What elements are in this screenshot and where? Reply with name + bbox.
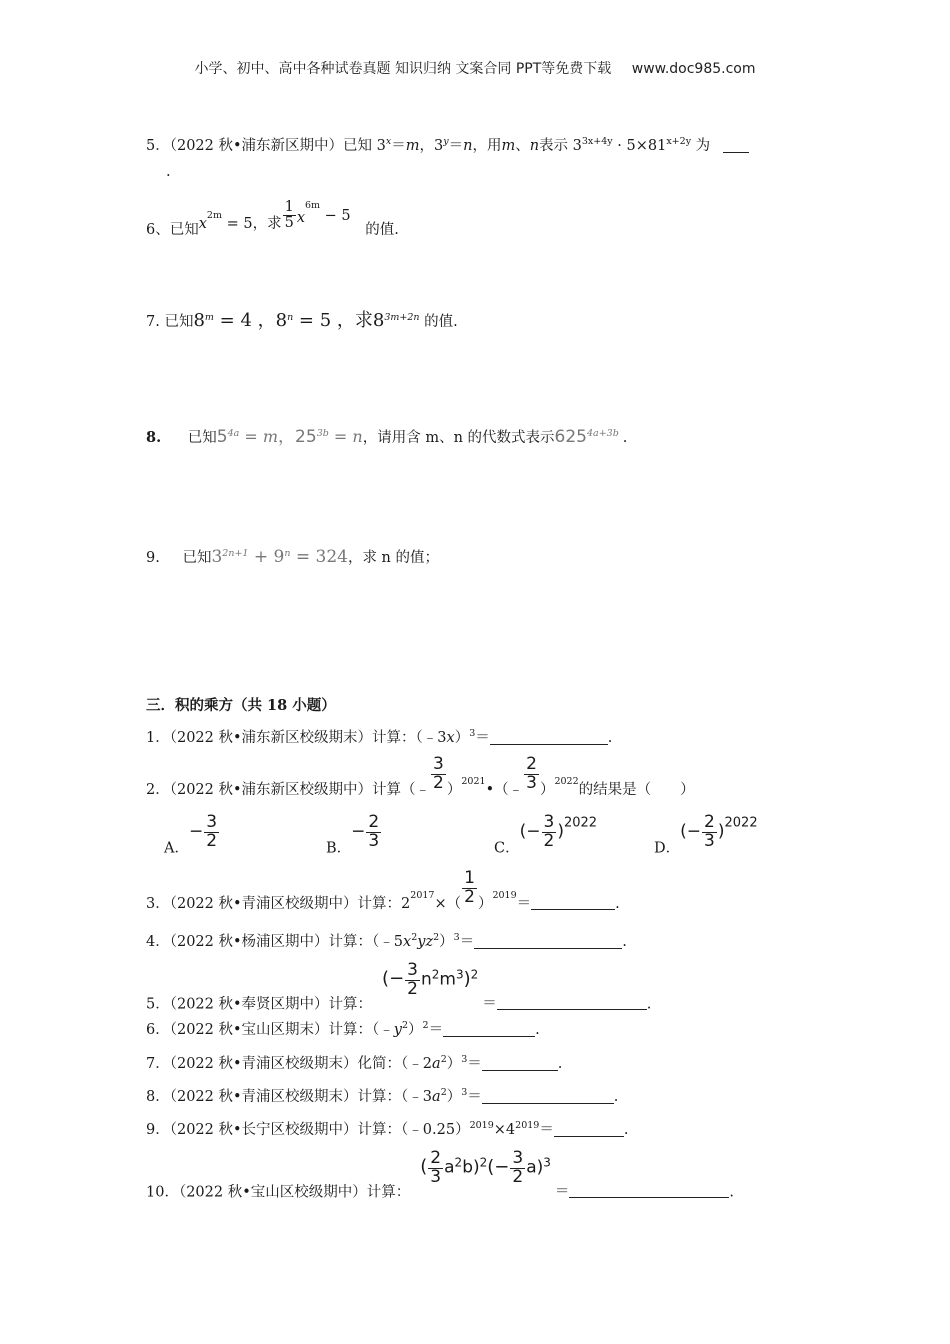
exponent: 2 [411, 932, 418, 943]
equals: ＝ [475, 730, 490, 746]
base: 8 [275, 310, 288, 331]
text: ） [408, 1022, 423, 1038]
period: . [729, 1184, 735, 1201]
var-a: a [432, 1056, 441, 1072]
problem-5 [146, 962, 651, 1013]
exponent: y [443, 136, 449, 147]
fraction [524, 756, 539, 793]
answer-blank[interactable] [497, 995, 647, 1010]
question-number: 6． [146, 1022, 170, 1038]
denominator: 2 [206, 830, 218, 851]
header-url[interactable]: www.doc985.com [631, 61, 756, 77]
base: 625 [554, 427, 587, 447]
var-x: x [198, 216, 207, 232]
exponent: 2 [433, 932, 440, 943]
answer-blank[interactable] [482, 1056, 558, 1071]
fraction [204, 814, 219, 851]
question-text: （2022 秋•长宁区校级期中）计算：（﹣0.25） [169, 1122, 470, 1138]
text: = 324 [290, 547, 348, 567]
question-text: （2022 秋•浦东新区期中）已知 3 [169, 138, 386, 154]
text: ） [446, 1089, 462, 1105]
fraction [283, 200, 296, 231]
var-m: m [439, 969, 456, 990]
equals: ＝ [554, 1184, 570, 1201]
problem-8 [146, 1085, 618, 1106]
numerator: 3 [512, 1148, 524, 1168]
exponent: 3 [469, 728, 476, 739]
period: . [557, 1056, 563, 1072]
var-y: y [393, 1022, 402, 1038]
exponent: 2019 [515, 1120, 540, 1131]
sign: − [188, 821, 204, 842]
text: = m [239, 427, 279, 446]
paren: ( [420, 1156, 428, 1178]
exponent: 2n+1 [222, 548, 249, 559]
question-number: 9． [146, 1122, 170, 1138]
exponent: 2022 [563, 815, 598, 831]
fraction [431, 756, 446, 793]
problem-10 [146, 1150, 734, 1201]
equals: ＝ [448, 138, 464, 154]
answer-blank[interactable] [474, 934, 622, 949]
option-label: B． [326, 840, 352, 857]
exponent: 2 [440, 1054, 447, 1065]
question-text: （2022 秋•浦东新区校级期末）计算：（﹣3 [169, 730, 447, 746]
question-number: 7． [146, 1056, 170, 1072]
exponent: 2 [422, 1020, 429, 1031]
base: 3 [211, 547, 223, 567]
text: ，请用含 m、n 的代数式表示 [362, 430, 555, 446]
numerator: 2 [526, 754, 537, 774]
problem-6 [146, 1018, 540, 1039]
text: = 5 ，求 [293, 310, 373, 331]
question-text: （2022 秋•宝山区期末）计算：（﹣ [169, 1022, 394, 1038]
fraction [542, 814, 557, 851]
exponent: 3 [461, 1087, 468, 1098]
var-n: n [463, 138, 473, 154]
question-number: 5． [146, 138, 170, 154]
denominator: 3 [430, 1166, 442, 1187]
exponent: 2019 [492, 890, 517, 901]
text: = n [328, 427, 363, 446]
text: ×4 [493, 1122, 516, 1138]
question-text: （2022 秋•宝山区校级期中）计算： [178, 1184, 411, 1201]
paren: (− [680, 821, 702, 842]
exponent: 2 [440, 1087, 447, 1098]
text: · 5×81 [612, 138, 667, 154]
var-n: n [529, 138, 540, 154]
var-a: a [432, 1089, 441, 1105]
exponent: 3 [453, 932, 460, 943]
problem-9 [146, 1118, 628, 1139]
period: . [613, 1089, 619, 1105]
paren: (− [519, 821, 541, 842]
exponent: 3 [461, 1054, 468, 1065]
numerator: 3 [206, 812, 218, 832]
text: ，求 n 的值； [347, 550, 440, 566]
denominator: 2 [433, 772, 444, 793]
base: 8 [372, 310, 385, 331]
denominator: 3 [368, 830, 380, 851]
text: •（﹣ [485, 782, 524, 798]
question-6 [146, 200, 399, 239]
numerator: 2 [704, 812, 715, 832]
exponent: m [204, 312, 214, 323]
numerator: 3 [433, 754, 444, 774]
option-a[interactable] [164, 814, 220, 857]
denominator: 3 [704, 830, 715, 851]
text: 表示 3 [539, 138, 582, 154]
page-header [0, 58, 950, 78]
question-8 [146, 422, 627, 447]
numerator: 2 [430, 1148, 442, 1168]
text: 为 [691, 138, 711, 154]
var-yz: yz [417, 934, 434, 950]
denominator: 2 [543, 830, 555, 851]
answer-blank[interactable] [554, 1122, 624, 1137]
period: . [615, 896, 620, 912]
question-number: 10． [146, 1184, 179, 1201]
period: . [646, 996, 652, 1013]
paren: (− [382, 968, 405, 990]
problem-3 [146, 870, 620, 913]
equals: ＝ [539, 1122, 554, 1138]
paren: (− [487, 1156, 510, 1178]
text: = 4 ， [213, 310, 276, 331]
exponent: 2 [402, 1020, 409, 1031]
fraction [366, 814, 381, 851]
exponent: 3x+4y [581, 136, 613, 147]
sign: − [351, 821, 366, 842]
period: . [623, 1122, 629, 1138]
fraction [462, 870, 477, 907]
exponent: 4a [227, 428, 240, 439]
denominator: 2 [464, 886, 475, 907]
denominator: 3 [526, 772, 537, 793]
answer-blank[interactable] [569, 1183, 729, 1198]
question-text: （2022 秋•杨浦区期中）计算：（﹣5 [169, 934, 404, 950]
equals: ＝ [428, 1022, 444, 1038]
base: 5 [216, 427, 228, 447]
question-number: 7. 已知 [146, 314, 194, 330]
question-text: （2022 秋•青浦区校级期末）计算：（﹣3 [169, 1089, 433, 1105]
problem-7 [146, 1052, 562, 1073]
period: . [535, 1022, 540, 1038]
question-number: 9. [146, 550, 160, 566]
numerator: 3 [407, 960, 418, 980]
denominator: 5 [284, 215, 294, 232]
var-m: m [405, 138, 420, 154]
option-label: A． [164, 840, 189, 857]
fraction [428, 1150, 443, 1187]
problem-2 [146, 756, 695, 799]
exponent: n [287, 312, 294, 323]
var-n: n [420, 969, 432, 990]
equals: ＝ [467, 1089, 482, 1105]
text: ，25 [278, 427, 317, 447]
answer-blank[interactable] [482, 1089, 614, 1104]
exponent: 6m [305, 200, 321, 211]
exponent: 2019 [469, 1120, 494, 1131]
text: 的值. [424, 314, 458, 330]
option-b[interactable] [326, 814, 382, 857]
numerator: 1 [284, 199, 294, 215]
question-number: 1． [146, 730, 170, 746]
text: ，用 [472, 138, 502, 154]
equals: ＝ [467, 1056, 482, 1072]
question-text: （2022 秋•青浦区校级期中）计算：2 [169, 896, 411, 912]
text: 、 [515, 138, 530, 154]
var-m: m [501, 138, 516, 154]
exponent: 2021 [461, 776, 486, 787]
period: . [607, 730, 613, 746]
paren: ) [463, 968, 471, 990]
equals: ＝ [516, 896, 532, 912]
question-text: （2022 秋•浦东新区校级期中）计算（﹣ [169, 782, 431, 798]
question-7 [146, 306, 458, 332]
var-a: a) [526, 1157, 544, 1178]
base: 8 [193, 310, 205, 331]
question-number: 4． [146, 934, 170, 950]
text: 已知 [182, 550, 212, 566]
exponent: 2 [431, 967, 440, 982]
var-x: x [446, 730, 455, 746]
text: ） [446, 782, 462, 798]
exponent: x+2y [666, 136, 692, 147]
answer-blank[interactable] [490, 730, 608, 745]
exponent: 3 [543, 1155, 551, 1170]
text: 的结果是（ ） [578, 782, 695, 798]
text: ×（ [434, 896, 462, 912]
problem-1 [146, 726, 612, 747]
q5-period: . [166, 164, 171, 180]
exponent: 2 [470, 967, 479, 982]
question-text: （2022 秋•青浦区校级期末）化简：（﹣2 [169, 1056, 433, 1072]
text: = 5，求 [221, 216, 282, 232]
question-number: 2． [146, 782, 170, 798]
denominator: 2 [407, 978, 418, 999]
answer-blank[interactable] [723, 138, 749, 153]
var-x: x [296, 210, 305, 226]
exponent: 2 [479, 1155, 488, 1170]
paren: ) [717, 821, 725, 842]
numerator: 1 [464, 868, 475, 888]
text: − 5 [320, 208, 351, 224]
header-text: 小学、初中、高中各种试卷真题 知识归纳 文案合同 PPT等免费下载 [194, 61, 612, 77]
text: ） [454, 730, 470, 746]
equals: ＝ [459, 934, 475, 950]
question-number: 8． [146, 1089, 170, 1105]
question-9 [146, 546, 439, 567]
var-b: b) [462, 1157, 480, 1178]
fraction [510, 1150, 525, 1187]
answer-blank[interactable] [531, 895, 615, 910]
var-x: x [403, 934, 412, 950]
exponent: 3 [455, 967, 464, 982]
question-number: 6、已知 [146, 222, 199, 238]
text: + 9 [248, 547, 285, 567]
exponent: 2022 [554, 776, 579, 787]
denominator: 2 [512, 1166, 524, 1187]
exponent: 2017 [410, 890, 435, 901]
text: ） [446, 1056, 462, 1072]
text: ） [439, 934, 454, 950]
answer-blank[interactable] [443, 1022, 535, 1037]
text: . [622, 430, 628, 446]
period: . [622, 934, 627, 950]
question-number: 8. [146, 429, 162, 446]
text: 已知 [187, 430, 217, 446]
exponent: 3m+2n [384, 312, 420, 323]
numerator: 3 [543, 812, 555, 832]
question-number: 3． [146, 896, 170, 912]
exponent: x [385, 136, 392, 147]
fraction [405, 962, 420, 999]
text: ） [477, 896, 493, 912]
text: 的值. [365, 222, 399, 238]
paren: ) [557, 821, 564, 842]
equals: ＝ [482, 996, 497, 1013]
exponent: 2022 [724, 815, 758, 831]
question-text: （2022 秋•奉贤区期中）计算： [169, 996, 373, 1013]
exponent: 2m [206, 210, 222, 221]
option-c[interactable] [494, 814, 597, 857]
exponent: 4a+3b [586, 428, 619, 439]
var-a: a [444, 1157, 455, 1178]
option-d[interactable] [654, 814, 758, 857]
exponent: n [284, 548, 291, 559]
exponent: 2 [454, 1155, 463, 1170]
option-label: D． [654, 840, 681, 857]
option-label: C． [494, 840, 520, 857]
section-title: 三．积的乘方（共 18 小题） [146, 697, 336, 714]
numerator: 2 [368, 812, 380, 832]
text: ，3 [419, 138, 444, 154]
exponent: 3b [316, 428, 329, 439]
text: ） [539, 782, 555, 798]
question-number: 5． [146, 996, 170, 1013]
problem-4 [146, 930, 627, 951]
equals: ＝ [391, 138, 406, 154]
fraction [702, 814, 717, 851]
question-5 [146, 134, 749, 155]
